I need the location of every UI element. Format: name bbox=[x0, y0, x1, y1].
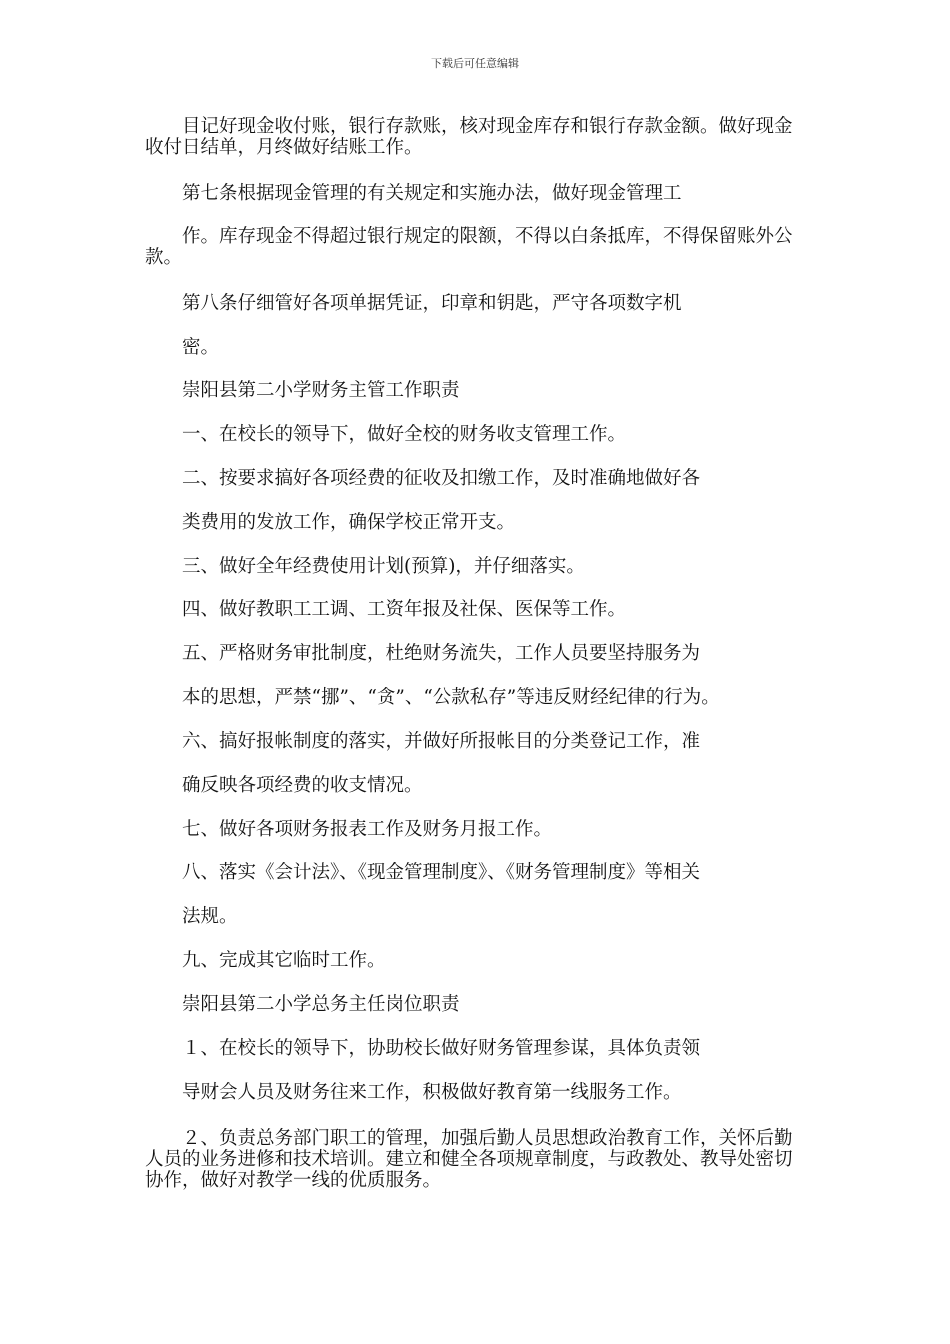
page-header: 下载后可任意编辑 bbox=[431, 57, 519, 70]
article-8-line-1: 第八条仔细管好各项单据凭证，印章和钥匙，严守各项数字机 bbox=[182, 293, 682, 314]
duty-item-2-line-1: 二、按要求搞好各项经费的征收及扣缴工作，及时准确地做好各 bbox=[182, 468, 701, 489]
duty-item-8-line-1: 八、落实《会计法》、《现金管理制度》、《财务管理制度》等相关 bbox=[182, 862, 701, 883]
director-duty-2: ２、负责总务部门职工的管理，加强后勤人员思想政治教育工作，关怀后勤人员的业务进修和技术培训。建立和健全各项规章制度，与政教处、教导处密切协作，做好对教学一线的优质服务。 bbox=[145, 1128, 793, 1191]
paragraph-cash-records: 目记好现金收付账，银行存款账，核对现金库存和银行存款金额。做好现金收付日结单，月终做好结账工作。 bbox=[145, 116, 793, 158]
duty-item-2-line-2: 类费用的发放工作，确保学校正常开支。 bbox=[182, 512, 516, 533]
section-title-general-affairs-director: 崇阳县第二小学总务主任岗位职责 bbox=[182, 994, 460, 1015]
duty-item-3: 三、做好全年经费使用计划(预算)，并仔细落实。 bbox=[182, 556, 585, 577]
director-duty-1-line-1: １、在校长的领导下，协助校长做好财务管理参谋，具体负责领 bbox=[182, 1038, 701, 1059]
duty-item-5-line-2: 本的思想，严禁“挪”、“贪”、“公款私存”等违反财经纪律的行为。 bbox=[182, 687, 720, 708]
duty-item-9: 九、完成其它临时工作。 bbox=[182, 950, 386, 971]
duty-item-5-line-1: 五、严格财务审批制度，杜绝财务流失，工作人员要坚持服务为 bbox=[182, 643, 701, 664]
duty-item-6-line-2: 确反映各项经费的收支情况。 bbox=[182, 775, 423, 796]
duty-item-4: 四、做好教职工工调、工资年报及社保、医保等工作。 bbox=[182, 599, 627, 620]
article-7-line-2: 作。库存现金不得超过银行规定的限额，不得以白条抵库，不得保留账外公款。 bbox=[145, 226, 793, 268]
article-7-line-1: 第七条根据现金管理的有关规定和实施办法，做好现金管理工 bbox=[182, 183, 682, 204]
section-title-finance-supervisor: 崇阳县第二小学财务主管工作职责 bbox=[182, 380, 460, 401]
director-duty-1-line-2: 导财会人员及财务往来工作，积极做好教育第一线服务工作。 bbox=[182, 1082, 682, 1103]
duty-item-8-line-2: 法规。 bbox=[182, 906, 238, 927]
duty-item-6-line-1: 六、搞好报帐制度的落实，并做好所报帐目的分类登记工作，准 bbox=[182, 731, 701, 752]
article-8-line-2: 密。 bbox=[182, 337, 220, 358]
duty-item-7: 七、做好各项财务报表工作及财务月报工作。 bbox=[182, 819, 553, 840]
duty-item-1: 一、在校长的领导下，做好全校的财务收支管理工作。 bbox=[182, 424, 627, 445]
